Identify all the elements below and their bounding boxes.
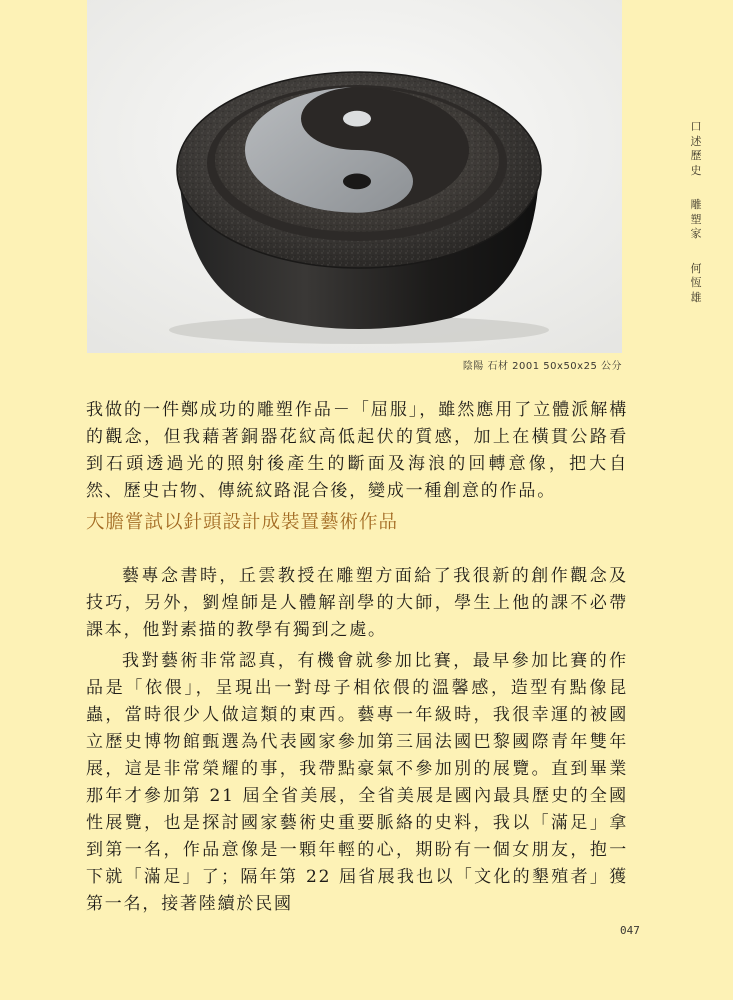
paragraph-1: 我做的一件鄭成功的雕塑作品－「屈服」，雖然應用了立體派解構的觀念，但我藉著銅器花紋高低起伏的質感，加上在橫貫公路看到石頭透過光的照射後產生的斷面及海浪的回轉意像，把大自然、歷史古物、傳統紋路混合後，變成一種創意的作品。 xyxy=(86,400,628,501)
side-title-char: 史 xyxy=(690,163,702,177)
side-title-char: 恆 xyxy=(690,276,702,289)
side-title-char: 歷 xyxy=(690,149,702,162)
side-title-char: 述 xyxy=(690,134,702,148)
paragraph-2: 藝專念書時，丘雲教授在雕塑方面給了我很新的創作觀念及技巧，另外，劉煌師是人體解剖學的大師，學生上他的課不必帶課本，他對素描的教學有獨到之處。 xyxy=(86,566,628,640)
yin-yang-sculpture-image xyxy=(87,0,622,353)
side-title-char: 雄 xyxy=(690,290,702,304)
page-number: 047 xyxy=(620,924,640,937)
paragraph-3: 我對藝術非常認真，有機會就參加比賽，最早參加比賽的作品是「依偎」，呈現出一對母子相依偎的溫馨感，造型有點像昆蟲，當時很少人做這類的東西。藝專一年級時，我很幸運的被國立歷史博物館甄選為代表國家參加第三屆法國巴黎國際青年雙年展，這是非常榮耀的事，我帶點豪氣不參加別的展覽。直到畢業那年才參加第 21 屆全省美展，全省美展是國內最具歷史的全國性展覽，也是探討國家藝術史重要脈絡的史料，我以「滿足」拿到第一名，作品意像是一顆年輕的心，期盼有一個女朋友，抱一下就「滿足」了；隔年第 22 屆省展我也以「文化的墾殖者」獲第一名，接著陸續於民國 xyxy=(86,651,628,914)
running-header-vertical xyxy=(688,120,704,305)
side-title-char: 口 xyxy=(690,120,702,133)
photo-caption: 陰陽 石材 2001 50x50x25 公分 xyxy=(462,361,622,372)
side-title-char: 家 xyxy=(690,227,702,240)
side-title-char: 塑 xyxy=(690,212,702,226)
side-title-char: 雕 xyxy=(690,198,702,211)
sculpture-photo xyxy=(87,0,622,353)
section-heading: 大膽嘗試以針頭設計成裝置藝術作品 xyxy=(86,512,399,533)
side-title-char: 何 xyxy=(690,261,702,275)
